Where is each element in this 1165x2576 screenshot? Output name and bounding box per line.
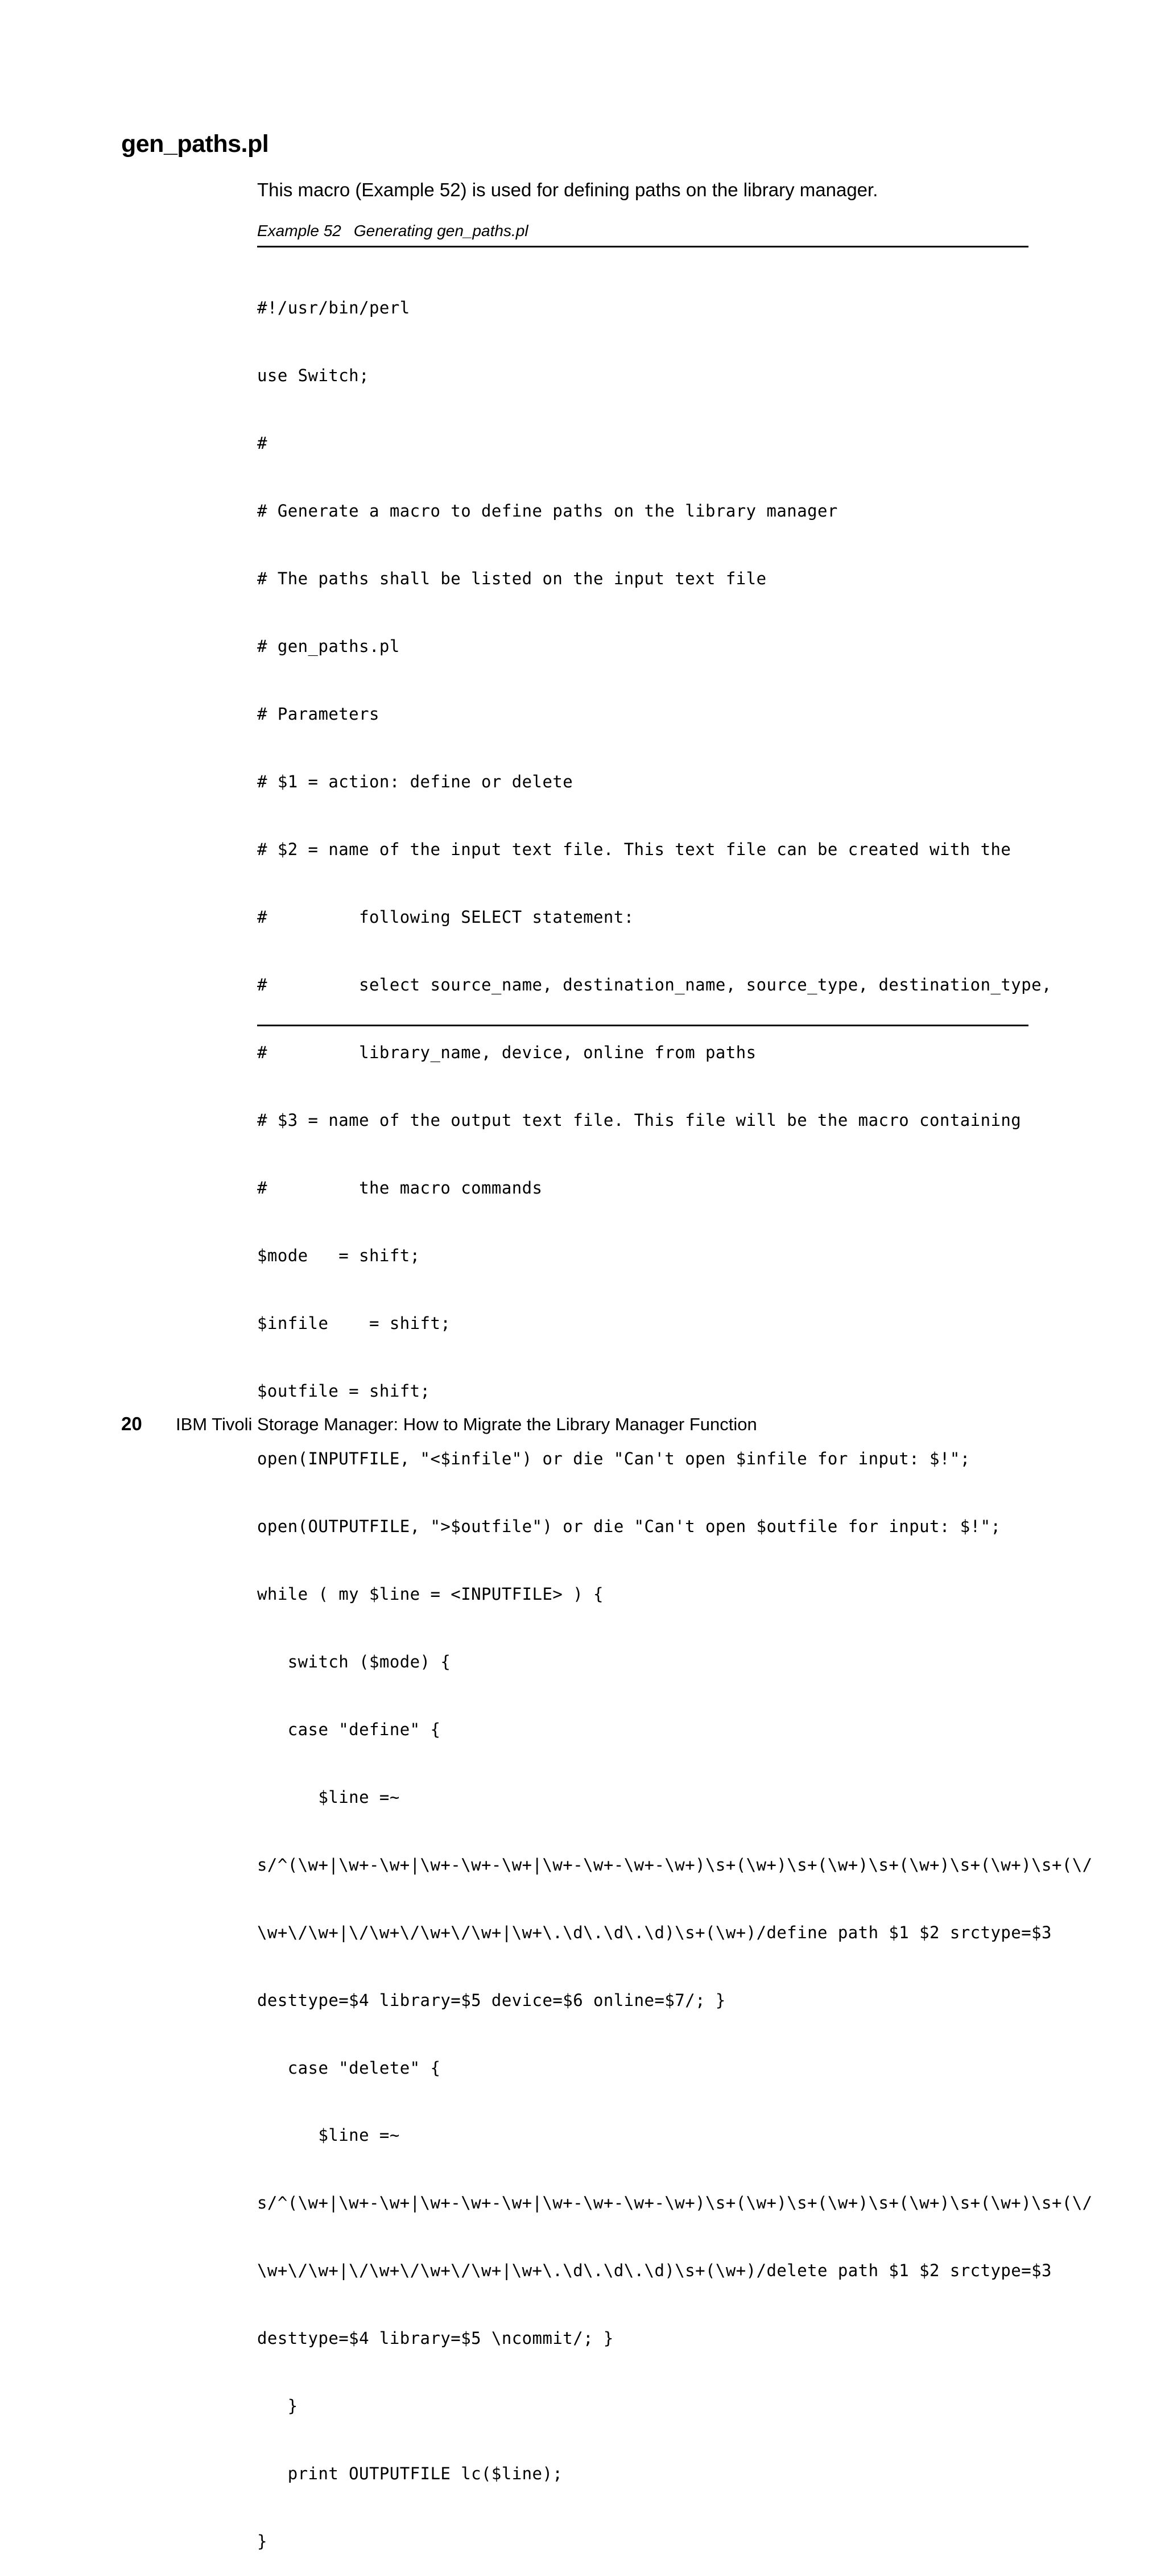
code-line: } <box>257 2396 298 2416</box>
code-line: \w+\/\w+|\/\w+\/\w+\/\w+|\w+\.\d\.\d\.\d)\s+(\w+)/define path $1 $2 srctype=$3 <box>257 1922 1052 1942</box>
code-line: open(OUTPUTFILE, ">$outfile") or die "Can't open $outfile for input: $!"; <box>257 1516 1001 1536</box>
code-line: case "define" { <box>257 1719 441 1739</box>
page-footer <box>121 1413 757 1436</box>
code-line: # Parameters <box>257 704 379 724</box>
code-line: $mode = shift; <box>257 1245 420 1265</box>
code-line: # $1 = action: define or delete <box>257 772 573 792</box>
code-line: print OUTPUTFILE lc($line); <box>257 2464 563 2484</box>
code-line: $line =~ <box>257 2125 400 2145</box>
code-line: $line =~ <box>257 1787 400 1807</box>
code-line: # Generate a macro to define paths on the library manager <box>257 501 838 521</box>
code-line: # The paths shall be listed on the input text file <box>257 569 767 589</box>
code-line: $infile = shift; <box>257 1313 451 1333</box>
code-line: s/^(\w+|\w+-\w+|\w+-\w+-\w+|\w+-\w+-\w+-\w+)\s+(\w+)\s+(\w+)\s+(\w+)\s+(\w+)\s+(\/ <box>257 1855 1093 1875</box>
code-line: } <box>257 2532 267 2552</box>
code-line: # gen_paths.pl <box>257 637 400 657</box>
code-line: while ( my $line = <INPUTFILE> ) { <box>257 1584 604 1604</box>
book-title: IBM Tivoli Storage Manager: How to Migrate the Library Manager Function <box>176 1414 757 1434</box>
code-line: \w+\/\w+|\/\w+\/\w+\/\w+|\w+\.\d\.\d\.\d)\s+(\w+)/delete path $1 $2 srctype=$3 <box>257 2261 1052 2281</box>
code-line: # <box>257 434 267 453</box>
code-line: open(INPUTFILE, "<$infile") or die "Can't open $infile for input: $!"; <box>257 1448 970 1468</box>
intro-paragraph: This macro (Example 52) is used for defining paths on the library manager. <box>257 179 878 200</box>
example-label: Example 52 <box>257 222 341 240</box>
code-line: # select source_name, destination_name, source_type, destination_type, <box>257 975 1052 994</box>
example-title: Generating gen_paths.pl <box>353 222 528 240</box>
example-caption <box>257 221 528 241</box>
code-line: #!/usr/bin/perl <box>257 298 410 318</box>
code-bottom-rule <box>257 1025 1028 1026</box>
code-top-rule <box>257 246 1028 247</box>
code-line: switch ($mode) { <box>257 1652 451 1671</box>
code-line: use Switch; <box>257 366 370 386</box>
code-line: # following SELECT statement: <box>257 907 634 927</box>
code-line: # library_name, device, online from paths <box>257 1042 757 1062</box>
code-line: desttype=$4 library=$5 device=$6 online=$7/; } <box>257 1990 726 2010</box>
code-line: s/^(\w+|\w+-\w+|\w+-\w+-\w+|\w+-\w+-\w+-\w+)\s+(\w+)\s+(\w+)\s+(\w+)\s+(\w+)\s+(\/ <box>257 2193 1093 2213</box>
code-line: # the macro commands <box>257 1178 543 1198</box>
page-number: 20 <box>121 1413 142 1434</box>
code-line: # $2 = name of the input text file. This text file can be created with the <box>257 840 1011 860</box>
code-line: $outfile = shift; <box>257 1381 431 1401</box>
code-line: # $3 = name of the output text file. This file will be the macro containing <box>257 1110 1022 1130</box>
code-line: case "delete" { <box>257 2058 441 2078</box>
section-title: gen_paths.pl <box>121 130 269 158</box>
code-line: desttype=$4 library=$5 \ncommit/; } <box>257 2329 614 2348</box>
